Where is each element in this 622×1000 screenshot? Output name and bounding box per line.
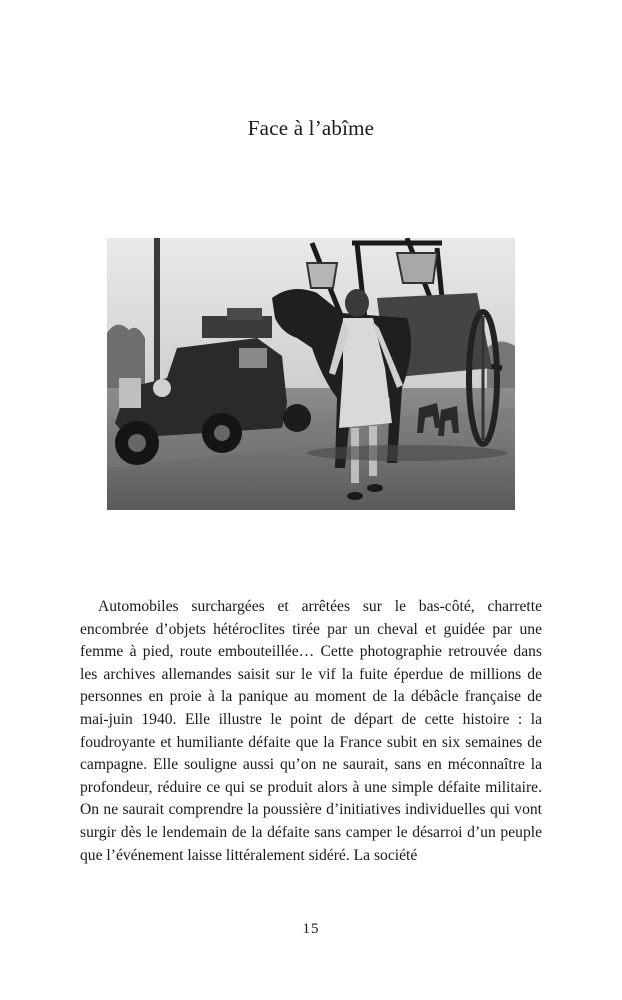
page-title: Face à l’abîme <box>247 116 375 140</box>
exodus-photograph <box>107 238 515 510</box>
page-number: 15 <box>302 921 320 937</box>
body-paragraph: Automobiles surchargées et arrêtées sur le bas-côté, charrette encombrée d’objets hétéroclites tirée par un cheval et guidée par une femme à pied, route embouteillée… Cette photographie retrouvée dans les archives allemandes saisit sur le vif la fuite éperdue de millions de personnes en proie à la panique au moment de la débâcle française de mai-juin 1940. Elle illustre le point de départ de cette histoire : la foudroyante et humiliante défaite que la France subit en six semaines de campagne. Elle souligne aussi qu’on ne saurait, sans en méconnaître la profondeur, réduire ce qui se produit alors à une simple défaite militaire. On ne saurait comprendre la poussière d’initiatives individuelles qui vont surgir dès le lendemain de la défaite sans camper le désarroi d’un peuple que l’événement laisse littéralement sidéré. La société <box>80 598 542 864</box>
